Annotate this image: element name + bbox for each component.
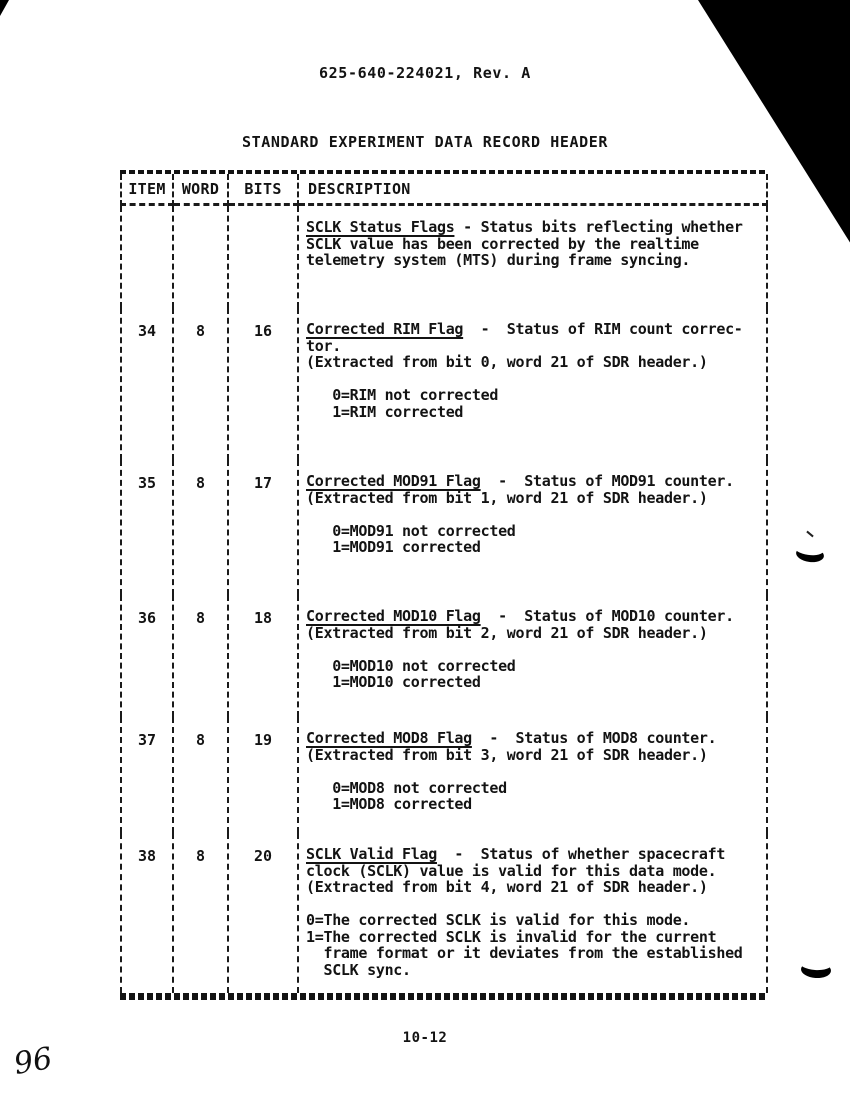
description-text: - Status of MOD10 counter. [480,607,734,625]
table-row [120,460,768,595]
column-header-word: WORD [174,174,229,206]
cell-word: 8 [174,595,229,717]
description-text: (Extracted from bit 2, word 21 of SDR header.) [306,623,708,642]
cell-bits: 18 [229,595,299,717]
table-row [120,833,768,993]
cell-bits: 20 [229,833,299,993]
description-text: clock (SCLK) value is valid for this data mode. [306,861,717,880]
description-text: 1=MOD8 corrected [306,795,472,813]
cell-word: 8 [174,833,229,993]
flag-name-underlined: SCLK Valid Flag [306,845,437,863]
cell-item: 35 [120,460,174,595]
description-text: 1=The corrected SCLK is invalid for the current [306,927,717,946]
handwritten-page-mark: 96 [11,1040,55,1083]
description-text: 0=MOD91 not corrected [306,521,516,540]
column-header-bits: BITS [229,174,299,206]
description-text: (Extracted from bit 1, word 21 of SDR header.) [306,488,708,507]
cell-description [299,460,768,595]
description-text: - Status of whether spacecraft [436,845,726,863]
description-text: 1=RIM corrected [306,402,464,421]
page-number: 10-12 [402,1030,448,1046]
description-text: - Status of MOD91 counter. [480,472,734,490]
data-record-table [120,170,768,1000]
cell-word: 8 [174,717,229,833]
cell-bits [229,206,299,308]
description-text: frame format or it deviates from the established [306,944,743,962]
flag-name-underlined: Corrected MOD91 Flag [306,472,481,490]
page-title: STANDARD EXPERIMENT DATA RECORD HEADER [242,133,608,151]
description-text: 0=The corrected SCLK is valid for this mode. [306,911,691,929]
cell-bits: 16 [229,308,299,460]
cell-description [299,206,768,308]
description-text: - Status of RIM count correc- [463,320,743,338]
description-text: 0=RIM not corrected [306,386,499,404]
top-left-scan-artifact [0,0,9,16]
cell-bits: 17 [229,460,299,595]
cell-item: 37 [120,717,174,833]
description-text: 1=MOD91 corrected [306,538,481,556]
cell-description [299,595,768,717]
cell-item: 38 [120,833,174,993]
cell-word: 8 [174,308,229,460]
table-row [120,308,768,460]
table-body [120,206,768,993]
cell-description [299,833,768,993]
flag-name-underlined: Corrected MOD8 Flag [306,729,472,747]
cell-word [174,206,229,308]
flag-name-underlined: SCLK Status Flags [306,218,455,236]
description-text: (Extracted from bit 3, word 21 of SDR header.) [306,745,708,764]
column-header-item: ITEM [120,174,174,206]
column-header-description: DESCRIPTION [299,174,768,206]
cell-description [299,717,768,833]
cell-word: 8 [174,460,229,595]
table-bottom-border [120,993,768,1000]
description-text: SCLK value has been corrected by the realtime [306,234,699,253]
description-text: tor. [306,336,341,355]
document-number: 625-640-224021, Rev. A [319,64,531,82]
cell-description [299,308,768,460]
description-text: (Extracted from bit 0, word 21 of SDR header.) [306,353,708,371]
flag-name-underlined: Corrected RIM Flag [306,320,464,338]
cell-bits: 19 [229,717,299,833]
ink-speck [806,531,813,538]
description-text: SCLK sync. [306,960,411,979]
cell-item: 34 [120,308,174,460]
description-text: 1=MOD10 corrected [306,673,481,691]
table-header-row [120,174,768,206]
cell-item [120,206,174,308]
description-text: - Status of MOD8 counter. [471,729,717,747]
description-text: 0=MOD10 not corrected [306,656,516,675]
description-text: telemetry system (MTS) during frame syncing. [306,251,691,269]
flag-name-underlined: Corrected MOD10 Flag [306,607,481,625]
table-row [120,595,768,717]
description-text: (Extracted from bit 4, word 21 of SDR header.) [306,878,708,896]
cell-item: 36 [120,595,174,717]
description-text: - Status bits reflecting whether [454,218,743,236]
table-row [120,206,768,308]
table-row [120,717,768,833]
description-text: 0=MOD8 not corrected [306,778,507,797]
